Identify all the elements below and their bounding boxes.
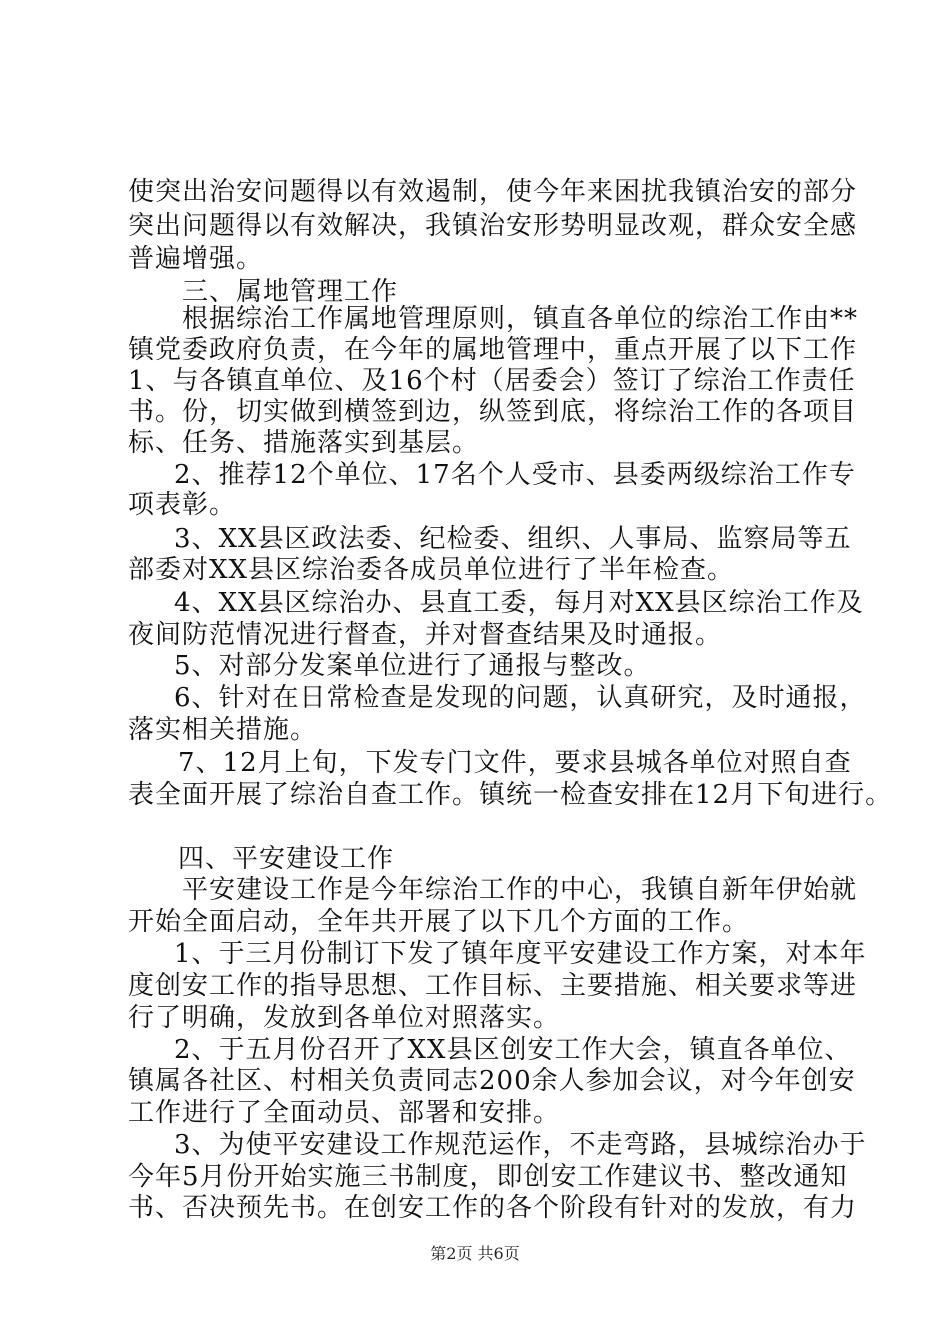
body-text-line: 5、对部分发案单位进行了通报与整改。 (174, 651, 651, 681)
body-text-line: 1、与各镇直单位、及16个村（居委会）签订了综治工作责任 (128, 366, 856, 396)
body-text-line: 今年5月份开始实施三书制度，即创安工作建议书、整改通知 (128, 1162, 848, 1192)
body-text-line: 平安建设工作是今年综治工作的中心，我镇自新年伊始就 (182, 875, 858, 905)
body-text-line: 行了明确，发放到各单位对照落实。 (128, 1003, 561, 1033)
body-text-line: 书。份，切实做到横签到边，纵签到底，将综治工作的各项目 (128, 397, 858, 427)
page-number-footer: 第2页 共6页 (430, 1244, 520, 1263)
body-text-line: 使突出治安问题得以有效遏制，使今年来困扰我镇治安的部分 (128, 177, 858, 207)
section-heading: 三、属地管理工作 (182, 277, 399, 307)
body-text-line: 镇属各社区、村相关负责同志200余人参加会议，对今年创安 (128, 1066, 856, 1096)
body-text-line: 夜间防范情况进行督查，并对督查结果及时通报。 (128, 620, 723, 650)
body-text-line: 开始全面启动，全年共开展了以下几个方面的工作。 (128, 907, 750, 937)
body-text-line: 部委对XX县区综治委各成员单位进行了半年检查。 (128, 555, 735, 585)
body-text-line: 6、针对在日常检查是发现的问题，认真研究，及时通报， (174, 683, 867, 713)
body-text-line: 1、于三月份制订下发了镇年度平安建设工作方案，对本年 (174, 939, 867, 969)
body-text-line: 2、推荐12个单位、17名个人受市、县委两级综治工作专 (174, 460, 856, 490)
body-text-line: 普遍增强。 (128, 244, 264, 274)
body-text-line: 2、于五月份召开了XX县区创安工作大会，镇直各单位、 (174, 1035, 852, 1065)
body-text-line: 根据综治工作属地管理原则，镇直各单位的综治工作由** (182, 304, 859, 334)
body-text-line: 书、否决预先书。在创安工作的各个阶段有针对的发放，有力 (128, 1193, 858, 1223)
body-text-line: 落实相关措施。 (128, 715, 318, 745)
body-text-line: 度创安工作的指导思想、工作目标、主要措施、相关要求等进 (128, 971, 858, 1001)
body-text-line: 项表彰。 (128, 490, 237, 520)
section-heading: 四、平安建设工作 (178, 844, 395, 874)
body-text-line: 表全面开展了综治自查工作。镇统一检查安排在12月下旬进行。 (128, 780, 893, 810)
body-text-line: 突出问题得以有效解决，我镇治安形势明显改观，群众安全感 (128, 211, 858, 241)
body-text-line: 3、XX县区政法委、纪检委、组织、人事局、监察局等五 (174, 524, 852, 554)
body-text-line: 4、XX县区综治办、县直工委，每月对XX县区综治工作及 (174, 588, 864, 618)
body-text-line: 7、12月上旬，下发专门文件，要求县城各单位对照自查 (178, 748, 852, 778)
body-text-line: 标、任务、措施落实到基层。 (128, 428, 480, 458)
body-text-line: 工作进行了全面动员、部署和安排。 (128, 1098, 561, 1128)
body-text-line: 镇党委政府负责，在今年的属地管理中，重点开展了以下工作 (128, 335, 858, 365)
body-text-line: 3、为使平安建设工作规范运作，不走弯路，县城综治办于 (174, 1130, 867, 1160)
